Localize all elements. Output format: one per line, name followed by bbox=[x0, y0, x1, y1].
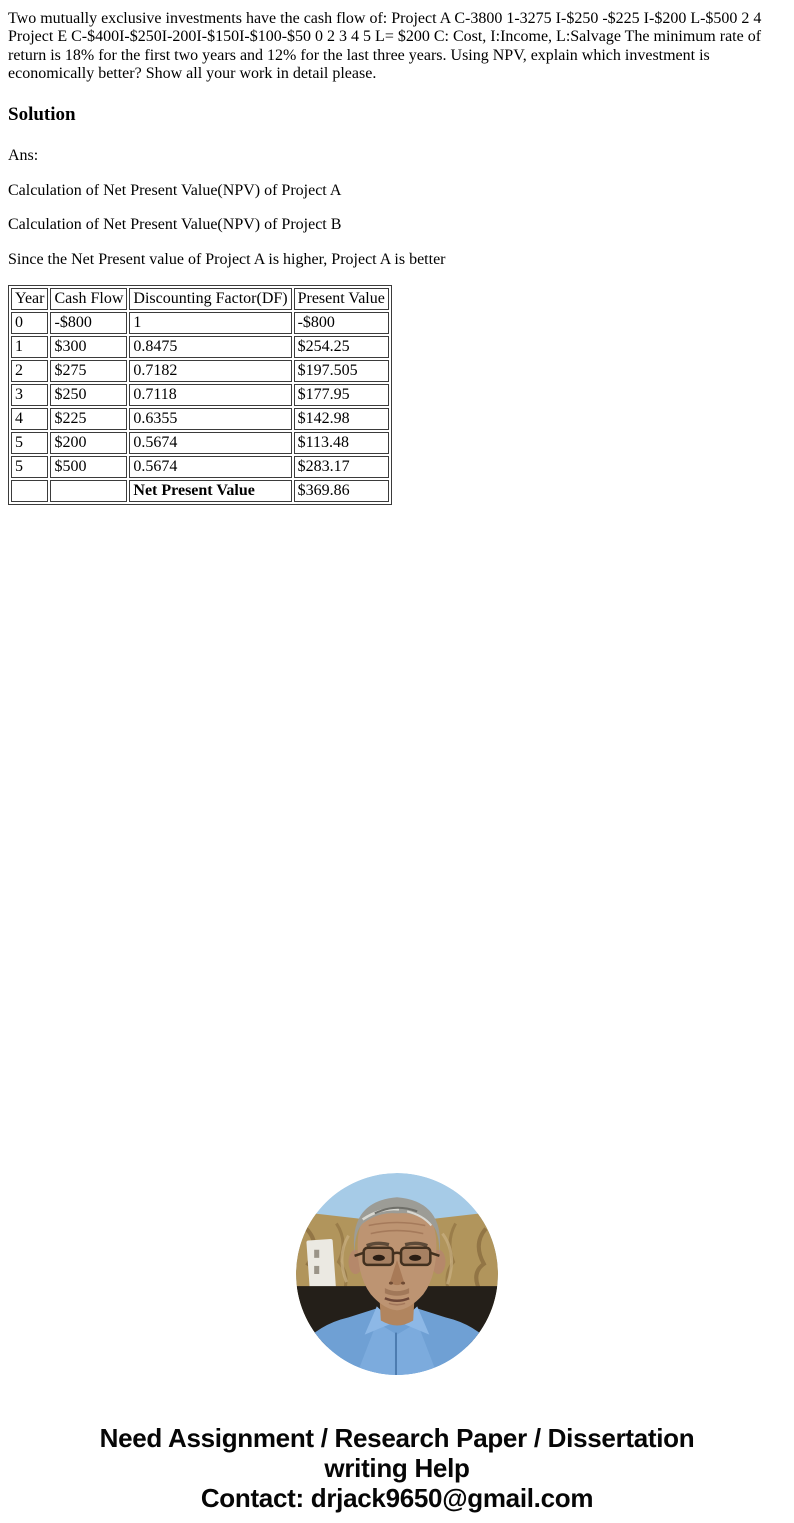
cell-discount-factor: 0.5674 bbox=[129, 456, 291, 478]
question-text: Two mutually exclusive investments have the cash flow of: Project A C-3800 1-3275 I-$250 -$225 I-$200 L-$500 2 4 Project E C-$400I-$250I-200I-$150I-$100-$50 0 2 3 4 5 L= $200 C: Cost, I:Income, L:Salvage The minimum rate of return is 18% for the first two years and 12% for the last three years. Using NPV, explain which investment is economically better? Show all your work in detail please. bbox=[8, 10, 762, 83]
cell-year: 2 bbox=[11, 360, 48, 382]
promo-line-2: writing Help bbox=[324, 1452, 470, 1483]
cell-cash-flow: $300 bbox=[50, 336, 127, 358]
cell-present-value: $197.505 bbox=[294, 360, 389, 382]
table-total-row bbox=[11, 480, 389, 502]
cell-year: 3 bbox=[11, 384, 48, 406]
tutor-photo-illustration bbox=[296, 1173, 498, 1375]
table-row bbox=[11, 432, 389, 454]
cell-cash-flow: -$800 bbox=[50, 312, 127, 334]
header-discount-factor: Discounting Factor(DF) bbox=[129, 288, 291, 310]
cell-present-value: -$800 bbox=[294, 312, 389, 334]
table-row bbox=[11, 360, 389, 382]
cell-present-value: $113.48 bbox=[294, 432, 389, 454]
cell-present-value: $177.95 bbox=[294, 384, 389, 406]
cell-cash-flow: $275 bbox=[50, 360, 127, 382]
cell-present-value: $283.17 bbox=[294, 456, 389, 478]
header-year: Year bbox=[11, 288, 48, 310]
cell-discount-factor: 0.7182 bbox=[129, 360, 291, 382]
calc-line-project-b: Calculation of Net Present Value(NPV) of Project B bbox=[8, 216, 342, 234]
cell-cash-flow: $250 bbox=[50, 384, 127, 406]
cell-year: 4 bbox=[11, 408, 48, 430]
conclusion-line: Since the Net Present value of Project A is higher, Project A is better bbox=[8, 250, 446, 268]
header-present-value: Present Value bbox=[294, 288, 389, 310]
table-row bbox=[11, 312, 389, 334]
cell-year: 1 bbox=[11, 336, 48, 358]
cell-discount-factor: 0.5674 bbox=[129, 432, 291, 454]
cell-discount-factor: 1 bbox=[129, 312, 291, 334]
promo-contact-email: Contact: drjack9650@gmail.com bbox=[200, 1482, 594, 1513]
cell-year: 5 bbox=[11, 456, 48, 478]
cell-year: 0 bbox=[11, 312, 48, 334]
table-row bbox=[11, 456, 389, 478]
cell-year: 5 bbox=[11, 432, 48, 454]
cell-cash-flow: $225 bbox=[50, 408, 127, 430]
cell-present-value: $254.25 bbox=[294, 336, 389, 358]
cell-empty bbox=[50, 480, 127, 502]
tutor-photo bbox=[296, 1173, 498, 1375]
solution-heading: Solution bbox=[8, 103, 76, 125]
promo-banner bbox=[8, 1423, 786, 1513]
table-row bbox=[11, 336, 389, 358]
cell-discount-factor: 0.7118 bbox=[129, 384, 291, 406]
cell-cash-flow: $200 bbox=[50, 432, 127, 454]
avatar-section bbox=[8, 1173, 786, 1375]
cell-discount-factor: 0.8475 bbox=[129, 336, 291, 358]
table-header-row bbox=[11, 288, 389, 310]
cell-cash-flow: $500 bbox=[50, 456, 127, 478]
net-present-value-amount: $369.86 bbox=[294, 480, 389, 502]
answer-label: Ans: bbox=[8, 147, 39, 165]
table-row bbox=[11, 384, 389, 406]
header-cash-flow: Cash Flow bbox=[50, 288, 127, 310]
promo-line-1: Need Assignment / Research Paper / Dissertation bbox=[99, 1422, 695, 1453]
npv-table bbox=[8, 285, 392, 505]
net-present-value-label: Net Present Value bbox=[129, 480, 291, 502]
calc-line-project-a: Calculation of Net Present Value(NPV) of Project A bbox=[8, 181, 342, 199]
cell-empty bbox=[11, 480, 48, 502]
cell-discount-factor: 0.6355 bbox=[129, 408, 291, 430]
cell-present-value: $142.98 bbox=[294, 408, 389, 430]
table-row bbox=[11, 408, 389, 430]
